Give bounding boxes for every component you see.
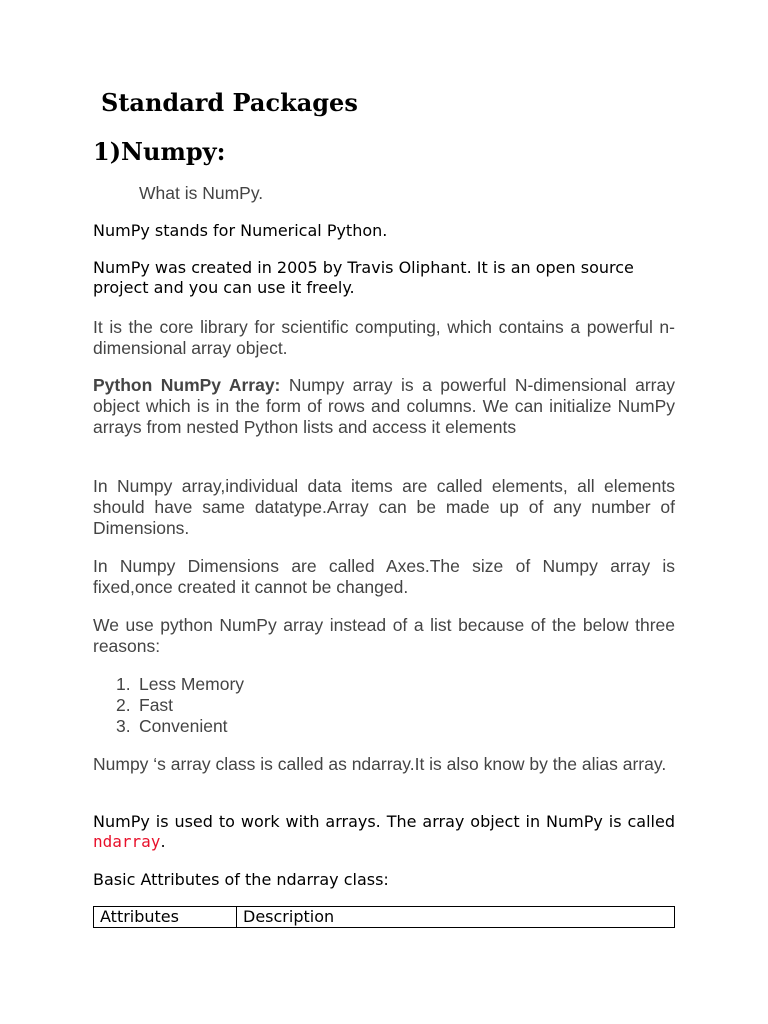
paragraph-ndarray-class: Numpy ‘s array class is called as ndarray.It is also know by the alias array. [93,754,667,774]
table-header-description: Description [237,907,675,928]
list-item-text: Convenient [139,716,228,736]
section-heading: 1)Numpy: [93,137,226,166]
paragraph-numpy-history: NumPy was created in 2005 by Travis Oliphant. It is an open source project and you can use it freely. [93,258,634,297]
list-item [116,674,245,695]
paragraph-reasons-intro: We use python NumPy array instead of a list because of the below three reasons: [93,615,675,656]
ndarray-text: NumPy is used to work with arrays. The array object in NumPy is called [93,812,675,831]
ndarray-end: . [160,832,166,851]
list-item-text: Less Memory [139,674,245,694]
list-item-number: 1. [116,674,131,694]
page-title: Standard Packages [101,88,358,117]
paragraph-numpy-meaning: NumPy stands for Numerical Python. [93,221,388,240]
list-item [116,716,244,737]
numpy-array-label: Python NumPy Array: [93,375,281,395]
list-item-number: 3. [116,716,131,736]
list-item-number: 2. [116,695,131,715]
section-subheading: What is NumPy. [139,183,264,203]
paragraph-basic-attributes: Basic Attributes of the ndarray class: [93,870,389,889]
paragraph-ndarray-object [93,812,675,852]
list-item [116,695,244,716]
table-header-attributes: Attributes [94,907,237,928]
list-item-text: Fast [139,695,174,715]
paragraph-elements: In Numpy array,individual data items are called elements, all elements should have same datatype.Array can be made up of any number of Dimensions. [93,476,675,538]
paragraph-axes: In Numpy Dimensions are called Axes.The size of Numpy array is fixed,once created it cannot be changed. [93,556,675,597]
ndarray-code: ndarray [93,832,161,851]
attributes-table [93,906,675,928]
paragraph-core-library: It is the core library for scientific computing, which contains a powerful n-dimensional array object. [93,317,675,358]
numpy-array-text: Numpy array is a powerful N-dimensional array object which is in the form of rows and columns. We can initialize NumPy arrays from nested Python lists and access it elements [93,375,675,437]
table-header-row [94,907,675,928]
paragraph-numpy-array [93,375,675,438]
reasons-list [93,674,244,737]
